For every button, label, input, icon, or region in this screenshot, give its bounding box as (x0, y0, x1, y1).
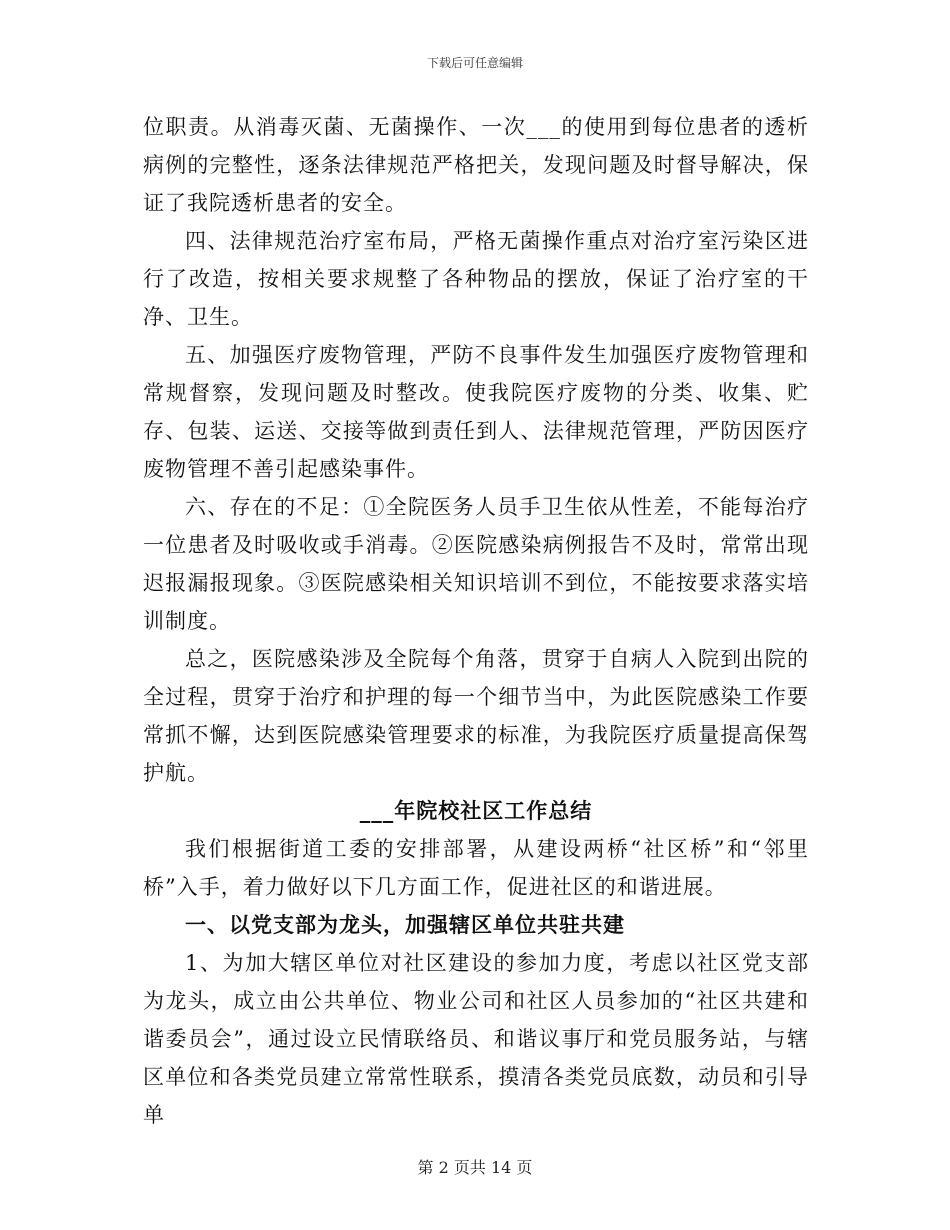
paragraph: 我们根据街道工委的安排部署，从建设两桥“社区桥”和“邻里桥”入手，着力做好以下几方面工作，促进社区的和谐进展。 (143, 837, 809, 899)
paragraph: 四、法律规范治疗室布局，严格无菌操作重点对治疗室污染区进行了改造，按相关要求规整了各种物品的摆放，保证了治疗室的干净、卫生。 (143, 229, 809, 329)
paragraph: 1、为加大辖区单位对社区建设的参加力度，考虑以社区党支部为龙头，成立由公共单位、物业公司和社区人员参加的“社区共建和谐委员会”，通过设立民情联络员、和谐议事厅和党员服务站，与辖区单位和各类党员建立常常性联系，摸清各类党员底数，动员和引导单 (143, 951, 809, 1127)
section-title: ___年院校社区工作总结 (359, 798, 593, 823)
paragraph: 总之，医院感染涉及全院每个角落，贯穿于自病人入院到出院的全过程，贯穿于治疗和护理的每一个细节当中，为此医院感染工作要常抓不懈，达到医院感染管理要求的标准，为我院医疗质量提高保驾护航。 (143, 647, 809, 785)
paragraph: 五、加强医疗废物管理，严防不良事件发生加强医疗废物管理和常规督察，发现问题及时整改。使我院医疗废物的分类、收集、贮存、包装、运送、交接等做到责任到人、法律规范管理，严防因医疗废物管理不善引起感染事件。 (143, 343, 809, 481)
document-body (143, 108, 809, 1134)
paragraph: 位职责。从消毒灭菌、无菌操作、一次___的使用到每位患者的透析病例的完整性，逐条法律规范严格把关，发现问题及时督导解决，保证了我院透析患者的安全。 (143, 115, 809, 215)
page-footer: 第 2 页共 14 页 (417, 1158, 533, 1177)
section-heading: 一、以党支部为龙头，加强辖区单位共驻共建 (185, 912, 625, 937)
paragraph: 六、存在的不足：①全院医务人员手卫生依从性差，不能每治疗一位患者及时吸收或手消毒。②医院感染病例报告不及时，常常出现迟报漏报现象。③医院感染相关知识培训不到位，不能按要求落实培训制度。 (143, 495, 809, 633)
page-header: 下载后可任意编辑 (426, 56, 523, 70)
